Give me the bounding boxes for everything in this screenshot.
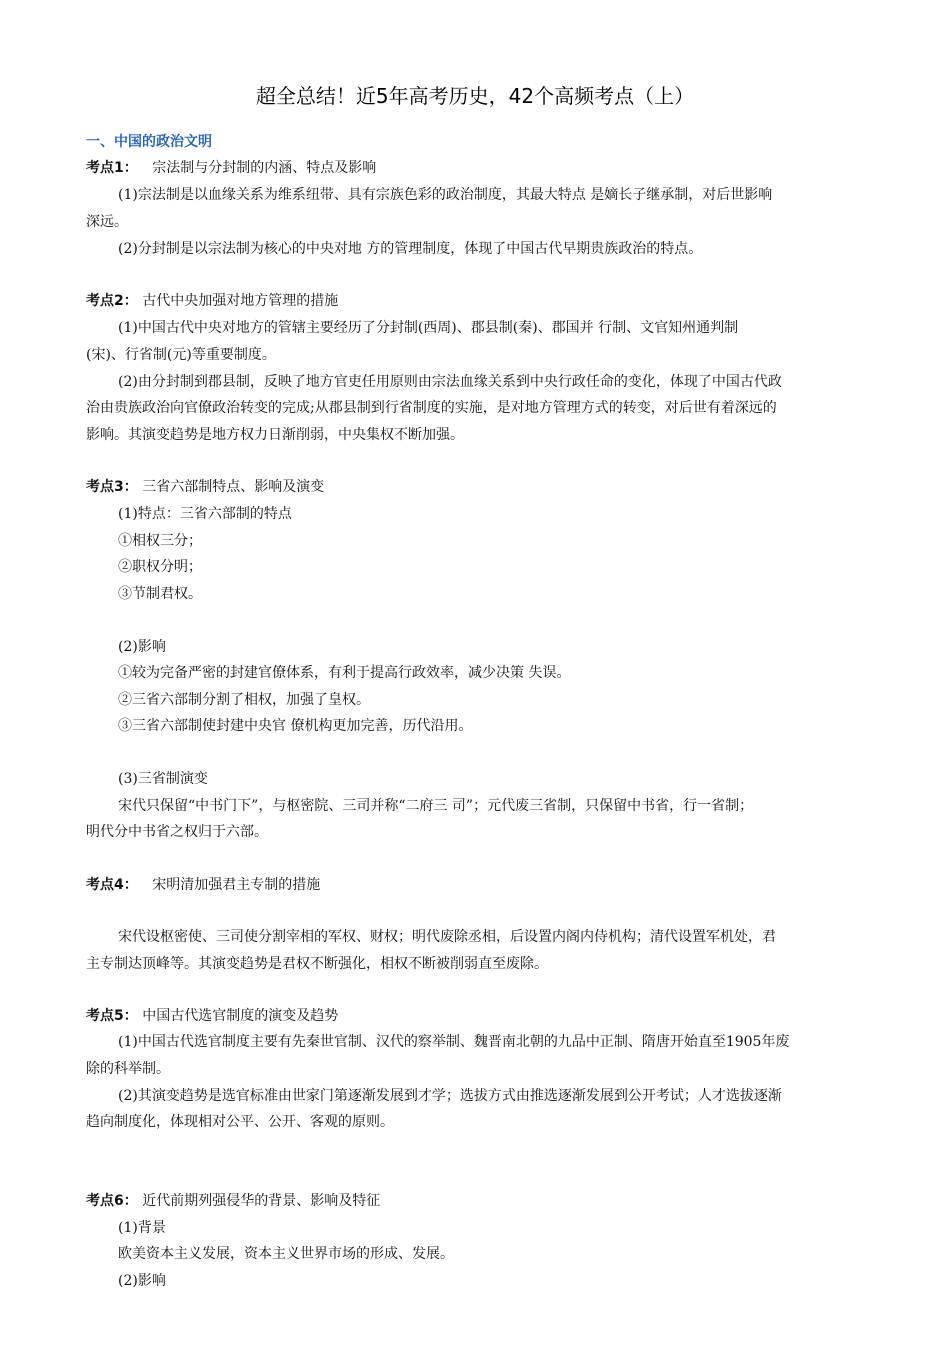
list-item: ①较为完备严密的封建官僚体系，有利于提高行政效率，减少决策 失误。 [118,665,571,681]
paragraph-line: 宋代设枢密使、三司使分割宰相的军权、财权；明代废除丞相，后设置内阁内侍机构；清代设置军机处，君 [118,929,776,945]
kaodian-title: 古代中央加强对地方管理的措施 [142,293,339,309]
paragraph-line: (2)分封制是以宗法制为核心的中央对地 方的管理制度，体现了中国古代早期贵族政治的特点。 [118,241,703,257]
kaodian-title: 宗法制与分封制的内涵、特点及影响 [152,160,377,176]
paragraph-line: 深远。 [86,214,128,230]
paragraph-line: (2)其演变趋势是选官标准由世家门第逐渐发展到才学；选拔方式由推选逐渐发展到公开考试；人才选拔逐渐 [118,1088,782,1104]
list-item: ②职权分明； [118,559,202,575]
subsection-head: (2)影响 [118,639,166,655]
kaodian-5-heading [86,1005,338,1025]
list-item: ②三省六部制分割了相权，加强了皇权。 [118,692,370,708]
paragraph-line: (宋)、行省制(元)等重要制度。 [86,347,276,363]
page-title: 超全总结！近5年高考历史，42个高频考点（上） [255,84,695,108]
paragraph-line: 主专制达顶峰等。其演变趋势是君权不断强化，相权不断被削弱直至废除。 [86,956,548,972]
kaodian-label: 考点2： [86,293,138,309]
kaodian-label: 考点4： [86,877,138,893]
paragraph-line: (1)中国古代选官制度主要有先秦世官制、汉代的察举制、魏晋南北朝的九品中正制、隋唐开始直至1905年废 [118,1034,790,1050]
list-item: ③三省六部制使封建中央官 僚机构更加完善，历代沿用。 [118,718,473,734]
paragraph-line: (2)由分封制到郡县制，反映了地方官吏任用原则由宗法血缘关系到中央行政任命的变化，体现了中国古代政 [118,374,782,390]
kaodian-title: 三省六部制特点、影响及演变 [142,479,325,495]
kaodian-label: 考点6： [86,1193,138,1209]
paragraph-line: (1)宗法制是以血缘关系为维系纽带、具有宗族色彩的政治制度，其最大特点 是嫡长子继承制，对后世影响 [118,187,773,203]
kaodian-title: 近代前期列强侵华的背景、影响及特征 [142,1193,381,1209]
paragraph-line: 宋代只保留“中书门下”，与枢密院、三司并称“二府三 司”；元代废三省制，只保留中书省，行一省制； [118,798,754,814]
kaodian-label: 考点5： [86,1008,138,1024]
paragraph-line: 治由贵族政治向官僚政治转变的完成;从郡县制到行省制度的实施，是对地方管理方式的转变，对后世有着深远的 [86,400,777,416]
kaodian-2-heading [86,290,338,310]
kaodian-4-heading [86,874,320,894]
subsection-head: (1)背景 [118,1220,166,1236]
paragraph-line: 明代分中书省之权归于六部。 [86,824,268,840]
subsection-head: (3)三省制演变 [118,771,208,787]
kaodian-title: 中国古代选官制度的演变及趋势 [142,1008,339,1024]
kaodian-label: 考点3： [86,479,138,495]
kaodian-3-heading [86,476,324,496]
kaodian-title: 宋明清加强君主专制的措施 [152,877,321,893]
paragraph-line: (1)中国古代中央对地方的管辖主要经历了分封制(西周)、郡县制(秦)、郡国并 行制、文官知州通判制 [118,320,739,336]
paragraph-line: 除的科举制。 [86,1061,170,1077]
paragraph-line: 欧美资本主义发展，资本主义世界市场的形成、发展。 [118,1246,454,1262]
subsection-head: (2)影响 [118,1273,166,1289]
paragraph-line: 趋向制度化，体现相对公平、公开、客观的原则。 [86,1114,394,1130]
kaodian-1-heading [86,157,376,177]
kaodian-6-heading [86,1190,380,1210]
list-item: ①相权三分； [118,533,202,549]
kaodian-label: 考点1： [86,160,138,176]
paragraph-line: 影响。其演变趋势是地方权力日渐削弱，中央集权不断加强。 [86,427,464,443]
list-item: ③节制君权。 [118,586,202,602]
subsection-head: (1)特点：三省六部制的特点 [118,506,292,522]
section-heading: 一、中国的政治文明 [86,134,212,150]
